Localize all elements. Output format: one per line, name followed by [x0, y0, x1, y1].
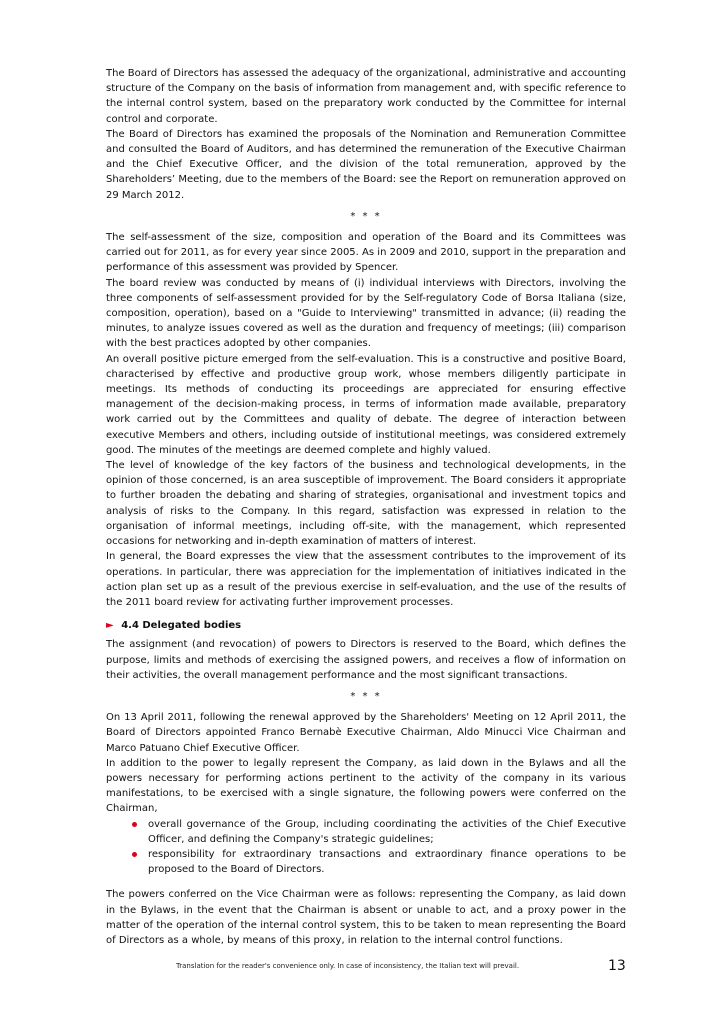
paragraph: The level of knowledge of the key factors of the business and technological developments, in the opinion of those concerned, is an area susceptible of improvement. The Board considers it appropriate to further broaden the debating and sharing of strategies, organisational and investment topics and analysis of risks to the Company. In this regard, satisfaction was expressed in relation to the organisation of informal meetings, including off-site, with the management, which represented occasions for networking and in-depth examination of matters of interest.	[106, 460, 626, 548]
document-body	[106, 66, 626, 948]
paragraph: The board review was conducted by means of (i) individual interviews with Directors, involving the three components of self-assessment provided for by the Self-regulatory Code of Borsa Italiana (size, composition, operation), based on a "Guide to Interviewing" transmitted in advance; (ii) reading the minutes, to analyze issues covered as well as the duration and frequency of meetings; (iii) comparison with the best practices adopted by other companies.	[106, 277, 626, 350]
list-item	[148, 817, 626, 847]
paragraph: In general, the Board expresses the view that the assessment contributes to the improvement of its operations. In particular, there was appreciation for the implementation of initiatives indicated in the action plan set up as a result of the previous exercise in self-evaluation, and the use of the results of the 2011 board review for activating further improvement processes.	[106, 551, 626, 608]
page-number: 13	[608, 958, 626, 974]
list-item	[148, 847, 626, 877]
paragraph: In addition to the power to legally represent the Company, as laid down in the Bylaws and all the powers necessary for performing actions pertinent to the activity of the company in its various manifestations, to be exercised with a single signature, the following powers were conferred on the Chairman,	[106, 757, 626, 815]
bullet-icon	[132, 852, 137, 857]
section-heading	[106, 618, 626, 633]
powers-list	[106, 817, 626, 878]
list-item-text: overall governance of the Group, including coordinating the activities of the Chief Executive Officer, and defining the Company's strategic guidelines;	[148, 818, 626, 845]
paragraph: The self-assessment of the size, composition and operation of the Board and its Committees was carried out for 2011, as for every year since 2005. As in 2009 and 2010, support in the preparation and performance of this assessment was provided by Spencer.	[106, 232, 626, 274]
list-item-text: responsibility for extraordinary transactions and extraordinary finance operations to be proposed to the Board of Directors.	[148, 848, 626, 876]
spacer	[106, 877, 626, 887]
section-heading-text: 4.4 Delegated bodies	[121, 620, 242, 632]
footer-disclaimer: Translation for the reader's convenience only. In case of inconsistency, the Italian text will prevail.	[176, 962, 520, 970]
paragraph: The Board of Directors has examined the proposals of the Nomination and Remuneration Committee and consulted the Board of Auditors, and has determined the remuneration of the Executive Chairman and the Chief Executive Officer, and the division of the total remuneration, approved by the Shareholders’ Meeting, due to the members of the Board: see the Report on remuneration approved on 29 March 2012.	[106, 128, 626, 201]
paragraph: The Board of Directors has assessed the adequacy of the organizational, administrative and accounting structure of the Company on the basis of information from management and, with specific reference to the internal control system, based on the preparatory work conducted by the Committee for internal control and corporate.	[106, 68, 626, 125]
paragraph: The assignment (and revocation) of powers to Directors is reserved to the Board, which defines the purpose, limits and methods of exercising the assigned powers, and receives a flow of information on their activities, the overall management performance and the most significant transactions.	[106, 639, 626, 681]
arrow-right-icon: ►	[106, 620, 114, 632]
paragraph: On 13 April 2011, following the renewal approved by the Shareholders' Meeting on 12 April 2011, the Board of Directors appointed Franco Bernabè Executive Chairman, Aldo Minucci Vice Chairman and Marco Patuano Chief Executive Officer.	[106, 712, 626, 754]
paragraph: An overall positive picture emerged from the self-evaluation. This is a constructive and positive Board, characterised by effective and productive group work, whose members diligently participate in meetings. Its methods of conducting its proceedings are appreciated for ensuring effective management of the decision-making process, in terms of information made available, preparatory work carried out by the Committees and quality of debate. The degree of interaction between executive Members and others, including outside of institutional meetings, was considered extremely good. The minutes of the meetings are deemed complete and highly valued.	[106, 353, 626, 456]
bullet-icon	[132, 822, 137, 827]
section-separator: * * *	[350, 690, 382, 702]
section-separator: * * *	[350, 210, 382, 222]
paragraph: The powers conferred on the Vice Chairman were as follows: representing the Company, as laid down in the Bylaws, in the event that the Chairman is absent or unable to act, and a proxy power in the matter of the operation of the internal control system, this to be taken to mean representing the Board of Directors as a whole, by means of this proxy, in relation to the internal control functions.	[106, 889, 626, 946]
